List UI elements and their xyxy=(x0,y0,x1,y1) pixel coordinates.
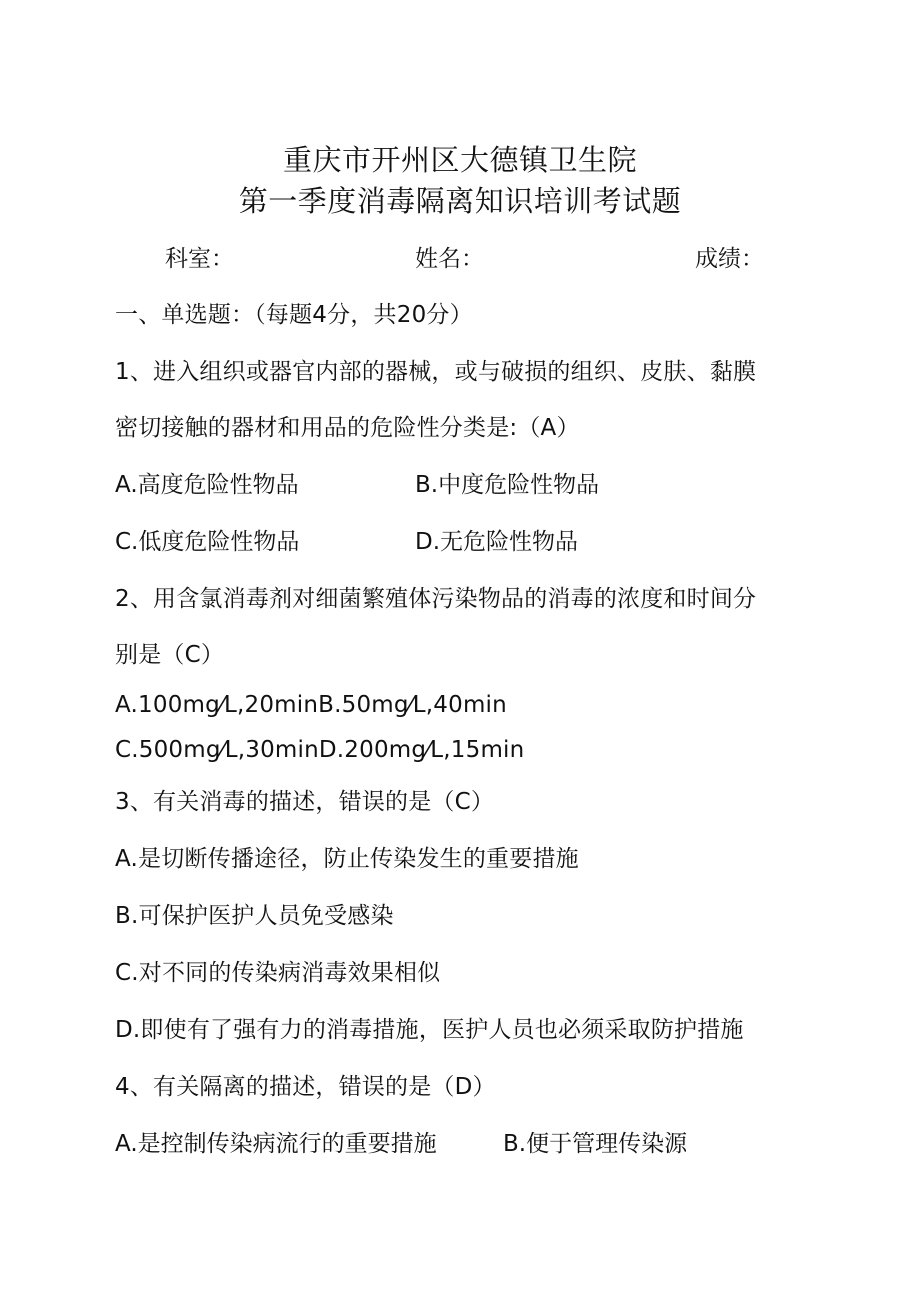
question-2-stem-line-2: 别是（C） xyxy=(115,642,225,668)
department-label: 科室： xyxy=(165,246,234,272)
title-line-2: 第一季度消毒隔离知识培训考试题 xyxy=(238,184,682,218)
question-4-stem: 4、有关隔离的描述，错误的是（D） xyxy=(115,1074,496,1100)
question-4-option-b: B.便于管理传染源 xyxy=(503,1131,688,1157)
question-1-stem-line-1: 1、进入组织或器官内部的器械，或与破损的组织、皮肤、黏膜 xyxy=(115,359,757,385)
question-2-stem-line-1: 2、用含氯消毒剂对细菌繁殖体污染物品的消毒的浓度和时间分 xyxy=(115,586,757,612)
question-1-option-d: D.无危险性物品 xyxy=(415,529,579,555)
name-label: 姓名： xyxy=(415,246,484,272)
question-3-option-b: B.可保护医护人员免受感染 xyxy=(115,903,394,929)
question-3-stem: 3、有关消毒的描述，错误的是（C） xyxy=(115,789,495,815)
question-1-option-a: A.高度危险性物品 xyxy=(115,472,299,498)
question-3-option-a: A.是切断传播途径，防止传染发生的重要措施 xyxy=(115,846,579,872)
question-1-stem-line-2: 密切接触的器材和用品的危险性分类是:（A） xyxy=(115,415,580,441)
title-line-1: 重庆市开州区大德镇卫生院 xyxy=(282,143,637,177)
question-3-option-c: C.对不同的传染病消毒效果相似 xyxy=(115,960,441,986)
question-2-options-line-1: A.100mg⁄L,20minB.50mg⁄L,40min xyxy=(115,692,507,718)
section-heading: 一、单选题：（每题4分，共20分） xyxy=(115,302,473,328)
score-label: 成绩： xyxy=(695,246,764,272)
question-4-option-a: A.是控制传染病流行的重要措施 xyxy=(115,1131,437,1157)
question-3-option-d: D.即使有了强有力的消毒措施，医护人员也必须采取防护措施 xyxy=(115,1017,744,1043)
question-2-options-line-2: C.500mg⁄L,30minD.200mg⁄L,15min xyxy=(115,737,525,763)
question-1-option-b: B.中度危险性物品 xyxy=(415,472,600,498)
question-1-option-c: C.低度危险性物品 xyxy=(115,529,300,555)
